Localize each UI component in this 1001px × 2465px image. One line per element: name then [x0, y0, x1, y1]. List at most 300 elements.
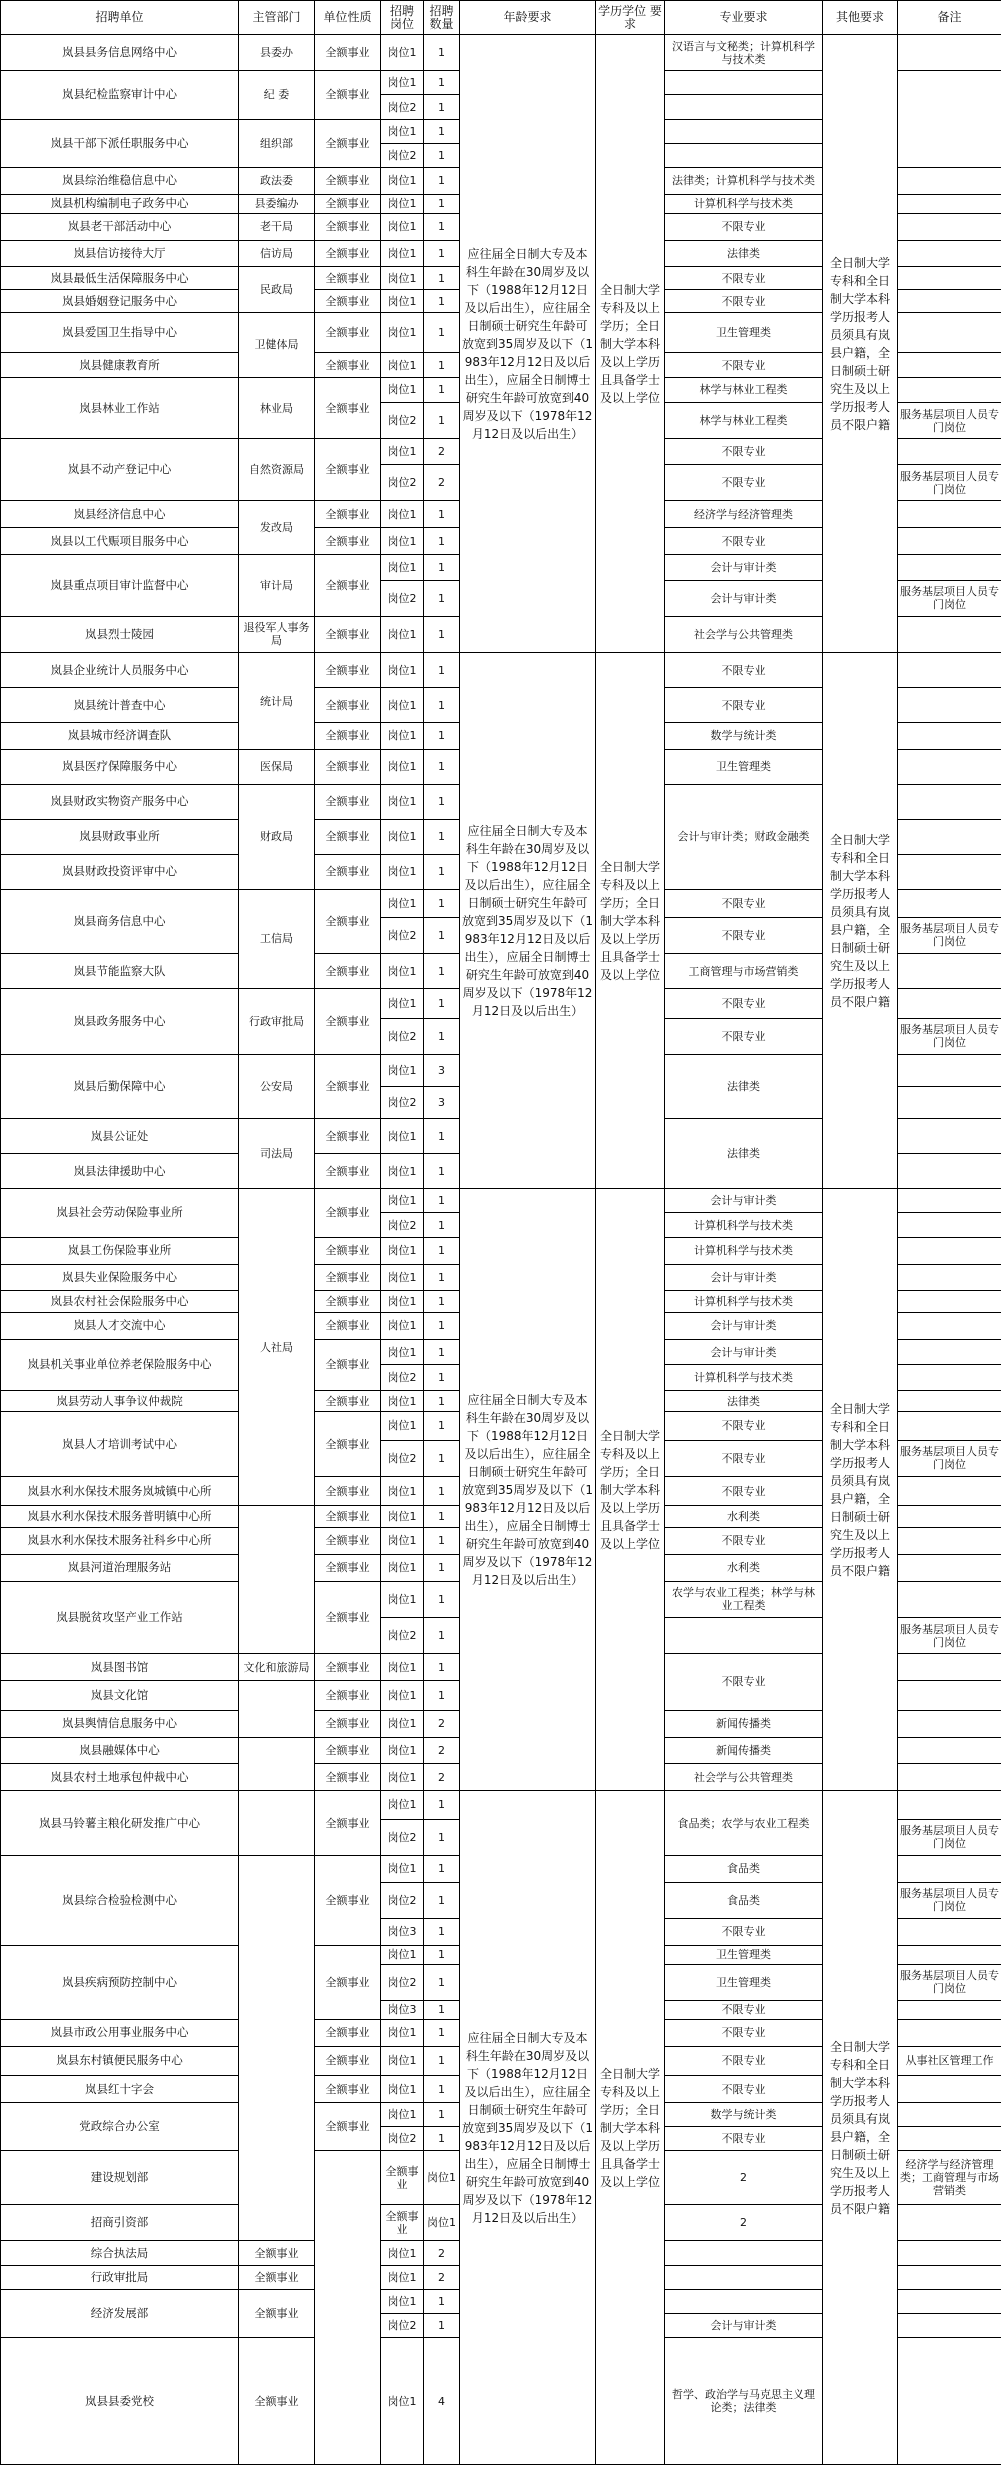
- post-id: 岗位1: [381, 71, 424, 95]
- note: [898, 1365, 1001, 1391]
- post-id: 岗位1: [381, 1737, 424, 1764]
- unit-nature: 全额事业: [315, 194, 381, 213]
- note: [898, 2103, 1001, 2127]
- post-id: 岗位1: [381, 954, 424, 989]
- note: [898, 1189, 1001, 1213]
- edu-requirement: 全日制大学专科及以上学历；全日制大学本科及以上学历且具备学士及以上学位: [596, 1791, 665, 2465]
- post-count: 1: [424, 819, 460, 854]
- unit-name: 党政综合办公室: [1, 2103, 239, 2151]
- unit-name: 经济发展部: [1, 2289, 239, 2337]
- table-row: [1, 1189, 1001, 1213]
- post-id: 岗位2: [381, 1882, 424, 1918]
- note: 服务基层项目人员专门岗位: [898, 1440, 1001, 1476]
- unit-name: 岚县劳动人事争议仲裁院: [1, 1390, 239, 1412]
- unit-nature: 全额事业: [315, 784, 381, 819]
- post-id: 岗位1: [381, 1506, 424, 1528]
- post-count: 2: [424, 1764, 460, 1791]
- post-count: 1: [424, 1654, 460, 1681]
- major-requirement: [898, 2205, 1001, 2241]
- dept-name: [239, 1855, 315, 2241]
- unit-name: 岚县信访接待大厅: [1, 240, 239, 267]
- unit-nature: 全额事业: [239, 2338, 315, 2465]
- post-id: 岗位2: [381, 1213, 424, 1237]
- post-id: 岗位1: [381, 439, 424, 465]
- note: [898, 2127, 1001, 2151]
- unit-nature: 全额事业: [315, 1945, 381, 2019]
- major-requirement: 食品类: [665, 1882, 823, 1918]
- post-count: 1: [424, 1365, 460, 1391]
- post-count: 1: [424, 2127, 460, 2151]
- unit-nature: 全额事业: [315, 1119, 381, 1154]
- dept-name: 医保局: [239, 749, 315, 784]
- post-count: 3: [424, 1054, 460, 1086]
- post-count: 1: [424, 1119, 460, 1154]
- major-requirement: 计算机科学与技术类: [665, 1237, 823, 1264]
- major-requirement: 会计与审计类: [665, 1264, 823, 1291]
- post-count: 1: [424, 1440, 460, 1476]
- unit-nature: 全额事业: [315, 1237, 381, 1264]
- note: [898, 819, 1001, 854]
- post-count: 2: [424, 465, 460, 501]
- major-requirement: 不限专业: [665, 1654, 823, 1710]
- post-id: 岗位1: [381, 2076, 424, 2103]
- age-requirement: 应往届全日制大专及本科生年龄在30周岁及以下（1988年12月12日及以后出生），应往届全日制硕士研究生年龄可放宽到35周岁及以下（1983年12月12日及以后出生），应届全日制博士研究生年龄可放宽到40周岁及以下（1978年12月12日及以后出生）: [460, 653, 596, 1189]
- unit-name: 岚县水利水保技术服务社科乡中心所: [1, 1527, 239, 1554]
- major-requirement: 新闻传播类: [665, 1710, 823, 1737]
- post-id: 岗位1: [381, 1264, 424, 1291]
- unit-nature: 全额事业: [315, 1339, 381, 1390]
- major-requirement: 不限专业: [665, 353, 823, 377]
- header-post: 招聘 岗位: [381, 1, 424, 35]
- post-count: 1: [424, 1964, 460, 2000]
- note: [898, 1339, 1001, 1365]
- unit-nature: 全额事业: [315, 854, 381, 889]
- unit-name: 岚县财政投资评审中心: [1, 854, 239, 889]
- post-id: 岗位1: [381, 1855, 424, 1882]
- major-requirement: 计算机科学与技术类: [665, 1213, 823, 1237]
- note: [665, 119, 823, 143]
- table-row: [1, 1791, 1001, 1819]
- major-requirement: 法律类: [665, 1054, 823, 1119]
- post-id: 岗位1: [381, 1791, 424, 1819]
- unit-nature: 全额事业: [239, 2265, 315, 2289]
- header-unit: 招聘单位: [1, 1, 239, 35]
- unit-nature: 全额事业: [315, 240, 381, 267]
- post-id: 岗位1: [381, 168, 424, 195]
- unit-nature: 全额事业: [315, 1527, 381, 1554]
- major-requirement: [665, 1617, 823, 1653]
- major-requirement: 不限专业: [665, 439, 823, 465]
- header-note: 备注: [898, 1, 1001, 35]
- unit-name: 建设规划部: [1, 2151, 239, 2205]
- post-id: 岗位1: [381, 1189, 424, 1213]
- post-count: 1: [424, 580, 460, 616]
- unit-name: 岚县失业保险服务中心: [1, 1264, 239, 1291]
- major-requirement: 不限专业: [665, 2046, 823, 2076]
- unit-nature: 全额事业: [315, 1412, 381, 1477]
- header-age: 年龄要求: [460, 1, 596, 35]
- major-requirement: 数学与统计类: [665, 723, 823, 750]
- unit-nature: 全额事业: [315, 555, 381, 617]
- post-count: 1: [424, 2289, 460, 2313]
- note: [898, 439, 1001, 465]
- major-requirement: 不限专业: [665, 688, 823, 723]
- unit-name: 岚县后勤保障中心: [1, 1054, 239, 1119]
- note: [898, 954, 1001, 989]
- unit-nature: 全额事业: [239, 2241, 315, 2265]
- major-requirement: 不限专业: [665, 267, 823, 290]
- major-requirement: 法律类；计算机科学与技术类: [665, 168, 823, 195]
- post-count: 1: [424, 1554, 460, 1581]
- note: [898, 35, 1001, 71]
- dept-name: 工信局: [239, 889, 315, 988]
- major-requirement: 法律类: [665, 1390, 823, 1412]
- unit-name: 岚县社会劳动保险事业所: [1, 1189, 239, 1237]
- edu-requirement: 全日制大学专科及以上学历；全日制大学本科及以上学历且具备学士及以上学位: [596, 1189, 665, 1791]
- post-id: 岗位2: [381, 1617, 424, 1653]
- post-id: 岗位1: [381, 688, 424, 723]
- post-id: 岗位3: [381, 1918, 424, 1945]
- note: [898, 353, 1001, 377]
- unit-nature: 全额事业: [315, 290, 381, 313]
- post-count: 1: [424, 2019, 460, 2046]
- note: [898, 1791, 1001, 1819]
- note: [898, 1054, 1001, 1086]
- major-requirement: 不限专业: [665, 1412, 823, 1440]
- post-count: 1: [424, 1412, 460, 1440]
- post-count: 1: [424, 2103, 460, 2127]
- dept-name: 审计局: [239, 555, 315, 617]
- note: [898, 240, 1001, 267]
- unit-name: 岚县以工代赈项目服务中心: [1, 528, 239, 555]
- unit-nature: 全额事业: [315, 1506, 381, 1528]
- unit-name: 岚县纪检监察审计中心: [1, 71, 239, 119]
- post-id: 岗位1: [381, 194, 424, 213]
- unit-nature: 全额事业: [315, 1154, 381, 1189]
- post-count: 1: [424, 1819, 460, 1855]
- post-id: 岗位1: [424, 2205, 460, 2241]
- unit-nature: 全额事业: [315, 1581, 381, 1654]
- post-id: 岗位2: [381, 1819, 424, 1855]
- post-id: 岗位1: [381, 1527, 424, 1554]
- other-requirement: 全日制大学专科和全日制大学本科学历报考人员须具有岚县户籍，全日制硕士研究生及以上学历报考人员不限户籍: [823, 1189, 898, 1791]
- dept-name: 司法局: [239, 1119, 315, 1189]
- major-requirement: 不限专业: [665, 1476, 823, 1506]
- post-count: 1: [424, 35, 460, 71]
- unit-nature: 全额事业: [315, 616, 381, 652]
- major-requirement: [665, 2241, 823, 2265]
- post-count: 1: [424, 240, 460, 267]
- unit-nature: 全额事业: [315, 267, 381, 290]
- post-count: 1: [424, 1237, 460, 1264]
- note: [898, 290, 1001, 313]
- unit-nature: 全额事业: [315, 1681, 381, 1711]
- post-count: 1: [424, 653, 460, 688]
- unit-name: 岚县城市经济调查队: [1, 723, 239, 750]
- post-count: 1: [424, 1945, 460, 1964]
- major-requirement: 不限专业: [665, 1440, 823, 1476]
- edu-requirement: 全日制大学专科及以上学历；全日制大学本科及以上学历且具备学士及以上学位: [596, 653, 665, 1189]
- unit-nature: 全额事业: [315, 501, 381, 528]
- unit-name: 岚县政务服务中心: [1, 989, 239, 1055]
- unit-nature: 全额事业: [315, 2019, 381, 2046]
- note: [898, 2338, 1001, 2465]
- dept-name: 卫健体局: [239, 313, 315, 378]
- dept-name: 县委编办: [239, 194, 315, 213]
- note: [898, 653, 1001, 688]
- post-count: 1: [424, 688, 460, 723]
- unit-name: 岚县最低生活保障服务中心: [1, 267, 239, 290]
- unit-nature: 全额事业: [315, 1554, 381, 1581]
- dept-name: 老干局: [239, 213, 315, 240]
- note: [898, 1291, 1001, 1313]
- unit-name: 岚县图书馆: [1, 1654, 239, 1681]
- unit-nature: 全额事业: [315, 1054, 381, 1119]
- major-requirement: 不限专业: [665, 1918, 823, 1945]
- note: [898, 1918, 1001, 1945]
- post-count: 2: [424, 2241, 460, 2265]
- unit-name: 岚县老干部活动中心: [1, 213, 239, 240]
- note: [898, 1213, 1001, 1237]
- post-id: 岗位1: [381, 1154, 424, 1189]
- dept-name: 政法委: [239, 168, 315, 195]
- post-count: 1: [424, 2046, 460, 2076]
- unit-name: 岚县舆情信息服务中心: [1, 1710, 239, 1737]
- major-requirement: 会计与审计类: [665, 1189, 823, 1213]
- dept-name: 财政局: [239, 784, 315, 889]
- post-count: 2: [665, 2151, 823, 2205]
- post-count: 1: [424, 1213, 460, 1237]
- post-count: 1: [424, 528, 460, 555]
- unit-nature: 全额事业: [315, 313, 381, 353]
- unit-nature: 全额事业: [315, 1312, 381, 1339]
- post-id: 岗位1: [381, 854, 424, 889]
- major-requirement: 水利类: [665, 1506, 823, 1528]
- note: [898, 168, 1001, 195]
- dept-name: [239, 1681, 315, 1737]
- post-id: 岗位1: [381, 35, 424, 71]
- post-id: 岗位2: [381, 403, 424, 439]
- dept-name: 组织部: [239, 119, 315, 167]
- unit-nature: 全额事业: [315, 989, 381, 1055]
- unit-name: 岚县企业统计人员服务中心: [1, 653, 239, 688]
- unit-name: 岚县爱国卫生指导中心: [1, 313, 239, 353]
- dept-name: 行政审批局: [239, 989, 315, 1055]
- post-id: 岗位1: [381, 819, 424, 854]
- note: [898, 1476, 1001, 1506]
- unit-nature: 全额事业: [315, 1737, 381, 1764]
- unit-nature: 全额事业: [315, 1654, 381, 1681]
- note: [898, 616, 1001, 652]
- unit-nature: 全额事业: [315, 71, 381, 119]
- note: 服务基层项目人员专门岗位: [898, 465, 1001, 501]
- unit-name: 岚县疾病预防控制中心: [1, 1945, 239, 2019]
- unit-nature: 全额事业: [239, 2289, 315, 2337]
- post-id: 岗位1: [381, 1291, 424, 1313]
- post-id: 岗位1: [381, 1554, 424, 1581]
- dept-name: [239, 1791, 315, 1856]
- major-requirement: 不限专业: [665, 917, 823, 953]
- note: [898, 1264, 1001, 1291]
- major-requirement: 新闻传播类: [665, 1737, 823, 1764]
- unit-name: 岚县婚姻登记服务中心: [1, 290, 239, 313]
- post-id: 岗位2: [381, 465, 424, 501]
- major-requirement: 农学与农业工程类；林学与林业工程类: [665, 1581, 823, 1617]
- unit-name: 岚县干部下派任职服务中心: [1, 119, 239, 167]
- post-id: 岗位1: [381, 2103, 424, 2127]
- major-requirement: 不限专业: [665, 213, 823, 240]
- post-count: 1: [424, 377, 460, 403]
- unit-nature: 全额事业: [315, 749, 381, 784]
- post-id: 岗位1: [381, 213, 424, 240]
- note: [898, 1154, 1001, 1189]
- header-edu: 学历学位 要求: [596, 1, 665, 35]
- major-requirement: 不限专业: [665, 465, 823, 501]
- other-requirement: 全日制大学专科和全日制大学本科学历报考人员须具有岚县户籍，全日制硕士研究生及以上学历报考人员不限户籍: [823, 35, 898, 653]
- note: 从事社区管理工作: [898, 2046, 1001, 2076]
- unit-nature: 全额事业: [315, 2046, 381, 2076]
- dept-name: [239, 1506, 315, 1654]
- major-requirement: 食品类: [665, 1855, 823, 1882]
- post-id: 岗位2: [381, 1440, 424, 1476]
- post-id: 岗位1: [381, 2019, 424, 2046]
- note: [898, 501, 1001, 528]
- unit-nature: 全额事业: [315, 528, 381, 555]
- note: [665, 95, 823, 119]
- unit-nature: 全额事业: [315, 1189, 381, 1237]
- unit-nature: 全额事业: [315, 2076, 381, 2103]
- unit-name: 岚县财政实物资产服务中心: [1, 784, 239, 819]
- major-requirement: 食品类；农学与农业工程类: [665, 1791, 823, 1856]
- post-id: 岗位1: [381, 749, 424, 784]
- major-requirement: 会计与审计类: [665, 580, 823, 616]
- note: [898, 749, 1001, 784]
- dept-name: 自然资源局: [239, 439, 315, 501]
- header-count: 招聘 数量: [424, 1, 460, 35]
- unit-name: 岚县文化馆: [1, 1681, 239, 1711]
- post-count: 1: [424, 119, 460, 143]
- unit-name: 岚县人才培训考试中心: [1, 1412, 239, 1477]
- major-requirement: 不限专业: [665, 1018, 823, 1054]
- post-count: 1: [424, 917, 460, 953]
- unit-nature: 全额事业: [315, 119, 381, 167]
- note: [665, 143, 823, 167]
- note: [665, 71, 823, 95]
- post-id: 岗位1: [381, 1945, 424, 1964]
- post-id: 岗位1: [381, 2046, 424, 2076]
- post-count: 1: [424, 313, 460, 353]
- post-id: 岗位1: [381, 784, 424, 819]
- post-count: 1: [424, 1791, 460, 1819]
- post-count: 1: [424, 95, 460, 119]
- unit-name: 岚县人才交流中心: [1, 1312, 239, 1339]
- table-row: [1, 35, 1001, 71]
- post-count: 1: [424, 2314, 460, 2338]
- post-id: 岗位1: [381, 313, 424, 353]
- major-requirement: 不限专业: [665, 2000, 823, 2019]
- note: [898, 1855, 1001, 1882]
- dept-name: 信访局: [239, 240, 315, 267]
- post-id: 岗位1: [381, 1119, 424, 1154]
- post-id: 岗位2: [381, 95, 424, 119]
- post-count: 4: [424, 2338, 460, 2465]
- note: [898, 1654, 1001, 1681]
- note: [898, 194, 1001, 213]
- header-row: [1, 1, 1001, 35]
- major-requirement: 哲学、政治学与马克思主义理论类；法律类: [665, 2338, 823, 2465]
- unit-name: 岚县水利水保技术服务岚城镇中心所: [1, 1476, 239, 1506]
- header-major: 专业要求: [665, 1, 823, 35]
- unit-nature: 全额事业: [315, 1791, 381, 1856]
- post-count: 1: [424, 168, 460, 195]
- post-count: 1: [424, 616, 460, 652]
- major-requirement: 经济学与经济管理类: [665, 501, 823, 528]
- dept-name: 退役军人事务局: [239, 616, 315, 652]
- note: [898, 784, 1001, 819]
- post-count: 1: [424, 1390, 460, 1412]
- post-id: 岗位2: [381, 143, 424, 167]
- note: [898, 313, 1001, 353]
- unit-name: 岚县财政事业所: [1, 819, 239, 854]
- post-id: 岗位1: [381, 1412, 424, 1440]
- age-requirement: 应往届全日制大专及本科生年龄在30周岁及以下（1988年12月12日及以后出生），应往届全日制硕士研究生年龄可放宽到35周岁及以下（1983年12月12日及以后出生），应届全日制博士研究生年龄可放宽到40周岁及以下（1978年12月12日及以后出生）: [460, 1791, 596, 2465]
- post-id: 岗位1: [381, 1710, 424, 1737]
- major-requirement: 汉语言与文秘类；计算机科学与技术类: [665, 35, 823, 71]
- post-id: 岗位1: [381, 1054, 424, 1086]
- unit-nature: 全额事业: [381, 2205, 424, 2241]
- note: [898, 2265, 1001, 2289]
- dept-name: 发改局: [239, 501, 315, 555]
- dept-name: 民政局: [239, 267, 315, 313]
- post-count: 1: [424, 854, 460, 889]
- edu-requirement: 全日制大学专科及以上学历；全日制大学本科及以上学历且具备学士及以上学位: [596, 35, 665, 653]
- note: [898, 688, 1001, 723]
- post-id: 岗位2: [381, 2127, 424, 2151]
- post-id: 岗位1: [381, 555, 424, 581]
- unit-name: 行政审批局: [1, 2265, 239, 2289]
- post-count: 2: [424, 439, 460, 465]
- unit-nature: 全额事业: [315, 889, 381, 954]
- note: [898, 723, 1001, 750]
- post-count: 1: [424, 784, 460, 819]
- post-count: 1: [424, 1882, 460, 1918]
- post-count: 1: [424, 749, 460, 784]
- major-requirement: 会计与审计类: [665, 555, 823, 581]
- unit-name: 岚县医疗保障服务中心: [1, 749, 239, 784]
- unit-name: 岚县不动产登记中心: [1, 439, 239, 501]
- note: 服务基层项目人员专门岗位: [898, 1617, 1001, 1653]
- note: [898, 2241, 1001, 2265]
- post-id: 岗位1: [381, 2265, 424, 2289]
- unit-name: 岚县工伤保险事业所: [1, 1237, 239, 1264]
- post-id: 岗位1: [381, 119, 424, 143]
- unit-nature: 全额事业: [315, 1291, 381, 1313]
- post-count: 1: [424, 1264, 460, 1291]
- post-id: 岗位1: [381, 1237, 424, 1264]
- unit-nature: 全额事业: [381, 2151, 424, 2205]
- post-count: 1: [424, 194, 460, 213]
- post-count: 1: [424, 1154, 460, 1189]
- dept-name: 文化和旅游局: [239, 1654, 315, 1681]
- note: [898, 2314, 1001, 2338]
- unit-name: 岚县经济信息中心: [1, 501, 239, 528]
- major-requirement: 不限专业: [665, 2019, 823, 2046]
- unit-nature: 全额事业: [315, 688, 381, 723]
- post-id: 岗位1: [424, 2151, 460, 2205]
- major-requirement: 不限专业: [665, 2076, 823, 2103]
- post-count: 1: [424, 501, 460, 528]
- note: [898, 2289, 1001, 2313]
